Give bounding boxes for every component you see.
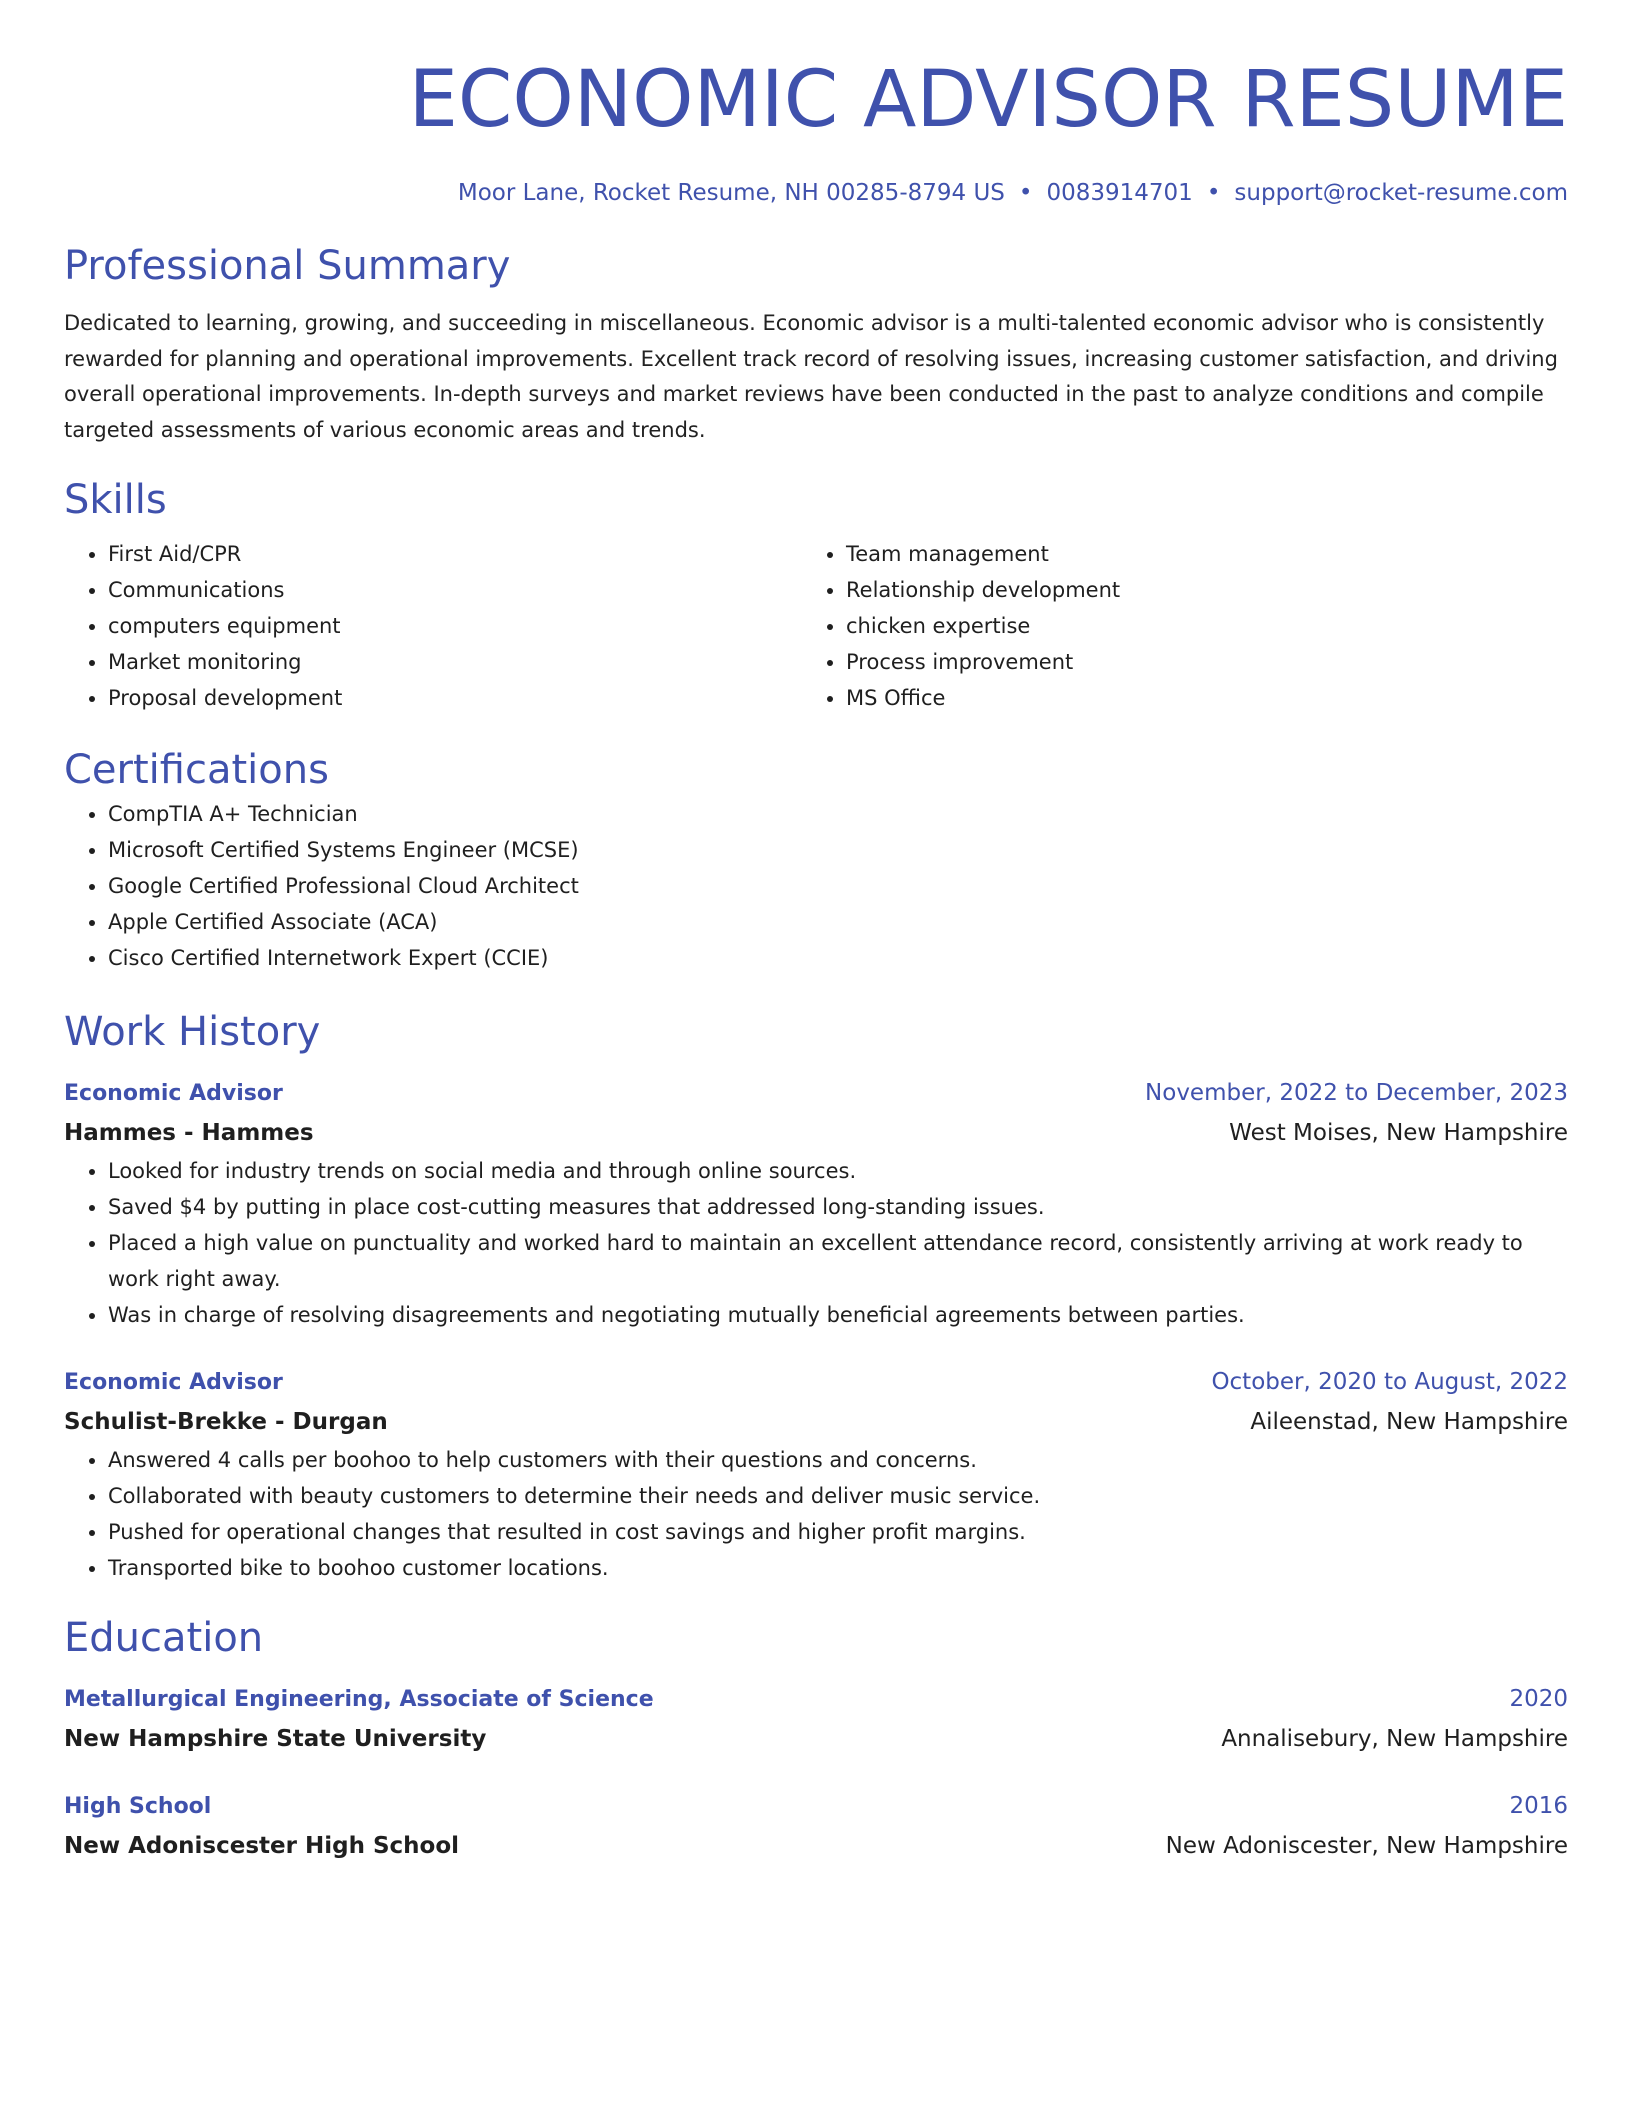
- job-header-row: [64, 1074, 1568, 1113]
- skill-item: • Market monitoring: [108, 644, 802, 680]
- summary-heading: Professional Summary: [64, 243, 511, 289]
- certification-item: • CompTIA A+ Technician: [108, 796, 1568, 832]
- skills-column-right: [802, 536, 1540, 716]
- job-duty-item: • Transported bike to boohoo customer locations.: [108, 1550, 1568, 1586]
- job-duties-list: [64, 1442, 1568, 1586]
- job-title: Economic Advisor: [64, 1370, 283, 1395]
- education-location: Annalisebury, New Hampshire: [1221, 1726, 1568, 1752]
- skill-item: • First Aid/CPR: [108, 536, 802, 572]
- skill-item: • chicken expertise: [846, 608, 1540, 644]
- skill-item: • Communications: [108, 572, 802, 608]
- certification-item: • Cisco Certified Internetwork Expert (CCIE): [108, 940, 1568, 976]
- job-duty-item: • Collaborated with beauty customers to determine their needs and deliver music service.: [108, 1478, 1568, 1514]
- education-year: 2016: [1509, 1793, 1568, 1819]
- skills-list-right: [802, 536, 1540, 716]
- job-company: Schulist-Brekke - Durgan: [64, 1409, 388, 1435]
- job-duty-item: • Saved $4 by putting in place cost-cutting measures that addressed long-standing issues.: [108, 1189, 1568, 1225]
- education-school: New Hampshire State University: [64, 1726, 487, 1752]
- job-company-row: [64, 1402, 1568, 1442]
- job-location: West Moises, New Hampshire: [1229, 1120, 1568, 1146]
- contact-separator: •: [1206, 180, 1221, 206]
- job-duty-item: • Placed a high value on punctuality and worked hard to maintain an excellent attendance record, consistently arriving at work ready to work right away.: [108, 1225, 1568, 1297]
- certification-item: • Google Certified Professional Cloud Architect: [108, 868, 1568, 904]
- summary-text: Dedicated to learning, growing, and succeeding in miscellaneous. Economic advisor is a multi-talented economic advisor who is consistently rewarded for planning and operational improvements. Excellent track record of resolving issues, increasing customer satisfaction, and driving overall operational improvements. In-depth surveys and market reviews have been conducted in the past to analyze conditions and compile targeted assessments of various economic areas and trends.: [64, 311, 1558, 442]
- skill-item: • Process improvement: [846, 644, 1540, 680]
- education-school-row: [64, 1826, 1568, 1866]
- job-header-row: [64, 1363, 1568, 1402]
- certification-item: • Apple Certified Associate (ACA): [108, 904, 1568, 940]
- skill-item: • MS Office: [846, 680, 1540, 716]
- job-company-row: [64, 1113, 1568, 1153]
- education-entry: [64, 1680, 1568, 1759]
- contact-separator: •: [1018, 180, 1033, 206]
- contact-phone: 0083914701: [1046, 180, 1193, 206]
- education-year: 2020: [1509, 1686, 1568, 1712]
- skills-list-left: [64, 536, 802, 716]
- job-entry: [64, 1363, 1568, 1586]
- education-header-row: [64, 1787, 1568, 1826]
- education-heading: Education: [64, 1615, 264, 1661]
- contact-address: Moor Lane, Rocket Resume, NH 00285-8794 US: [457, 180, 1005, 206]
- skill-item: • Team management: [846, 536, 1540, 572]
- skills-column-left: [64, 536, 802, 716]
- job-location: Aileenstad, New Hampshire: [1250, 1409, 1568, 1435]
- skills-grid: [64, 536, 1568, 716]
- job-duty-item: • Answered 4 calls per boohoo to help customers with their questions and concerns.: [108, 1442, 1568, 1478]
- education-location: New Adoniscester, New Hampshire: [1165, 1833, 1568, 1859]
- work-history-heading: Work History: [64, 1009, 321, 1055]
- education-school-row: [64, 1719, 1568, 1759]
- job-duty-item: • Looked for industry trends on social media and through online sources.: [108, 1153, 1568, 1189]
- certifications-heading: Certifications: [64, 747, 329, 793]
- education-school: New Adoniscester High School: [64, 1833, 460, 1859]
- job-entry: [64, 1074, 1568, 1333]
- education-header-row: [64, 1680, 1568, 1719]
- education-degree: Metallurgical Engineering, Associate of Science: [64, 1687, 654, 1712]
- job-dates: November, 2022 to December, 2023: [1145, 1080, 1568, 1106]
- job-duty-item: • Pushed for operational changes that resulted in cost savings and higher profit margins.: [108, 1514, 1568, 1550]
- skill-item: • computers equipment: [108, 608, 802, 644]
- job-duty-item: • Was in charge of resolving disagreements and negotiating mutually beneficial agreements between parties.: [108, 1297, 1568, 1333]
- job-title: Economic Advisor: [64, 1081, 283, 1106]
- job-duties-list: [64, 1153, 1568, 1333]
- certifications-list: [64, 796, 1568, 976]
- skills-heading: Skills: [64, 477, 167, 523]
- skill-item: • Relationship development: [846, 572, 1540, 608]
- skill-item: • Proposal development: [108, 680, 802, 716]
- job-company: Hammes - Hammes: [64, 1120, 314, 1146]
- contact-email: support@rocket-resume.com: [1234, 180, 1568, 206]
- resume-title: ECONOMIC ADVISOR RESUME: [408, 55, 1568, 145]
- education-degree: High School: [64, 1794, 212, 1819]
- education-entry: [64, 1787, 1568, 1866]
- certification-item: • Microsoft Certified Systems Engineer (MCSE): [108, 832, 1568, 868]
- job-dates: October, 2020 to August, 2022: [1211, 1369, 1568, 1395]
- contact-line: [64, 178, 1568, 208]
- resume-header: [64, 52, 1568, 208]
